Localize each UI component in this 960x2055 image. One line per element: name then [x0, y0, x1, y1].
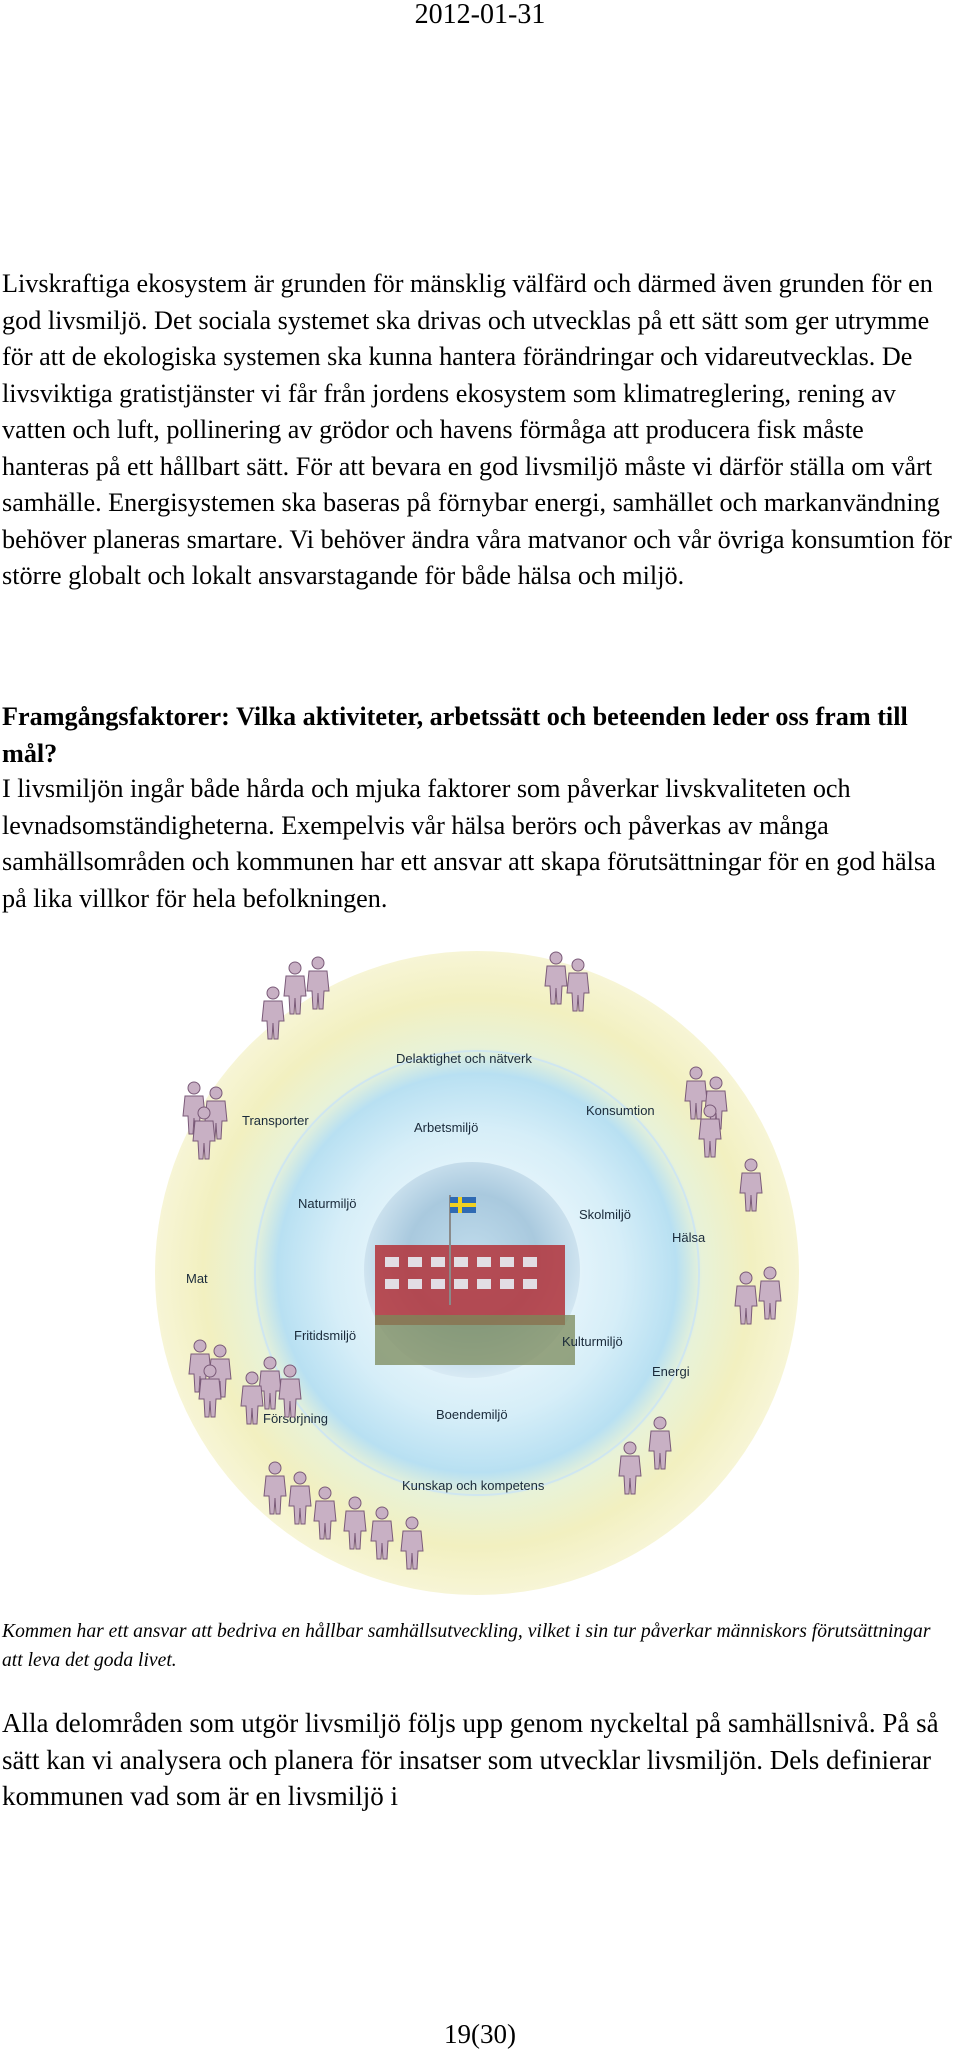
center-photo: [364, 1162, 580, 1378]
label-mat: Mat: [186, 1271, 208, 1286]
label-delaktighet: Delaktighet och nätverk: [396, 1051, 532, 1066]
label-boendemiljo: Boendemiljö: [436, 1407, 508, 1422]
body-paragraph-nyckeltal: Alla delområden som utgör livsmiljö följs upp genom nyckeltal på samhällsnivå. På så sätt kan vi analysera och planera för insatser som utvecklar livsmiljön. Dels definierar kommunen vad som är en livsmiljö i: [2, 1708, 939, 1811]
livsmiljo-diagram: [150, 945, 804, 1600]
label-skolmiljo: Skolmiljö: [579, 1207, 632, 1222]
page-number: 19(30): [444, 2019, 516, 2049]
label-kulturmiljo: Kulturmiljö: [562, 1334, 623, 1349]
section-heading: Framgångsfaktorer: Vilka aktiviteter, arbetssätt och beteenden leder oss fram till mål?: [2, 702, 908, 768]
label-kunskap: Kunskap och kompetens: [402, 1478, 545, 1493]
label-halsa: Hälsa: [672, 1230, 706, 1245]
body-paragraph-livsmiljo: I livsmiljön ingår både hårda och mjuka faktorer som påverkar livskvaliteten och levnadsomständigheterna. Exempelvis vår hälsa berörs och påverkas av många samhällsområden och kommunen har ett ansvar att skapa förutsättningar för en god hälsa på lika villkor för hela befolkningen.: [2, 774, 936, 913]
label-forsorjning: Försörjning: [263, 1411, 329, 1426]
label-naturmiljo: Naturmiljö: [298, 1196, 357, 1211]
body-paragraph-ekosystem: Livskraftiga ekosystem är grunden för mänsklig välfärd och därmed även grunden för en god livsmiljö. Det sociala systemet ska drivas och utvecklas på ett sätt som ger utrymme för att de ekologiska systemen ska kunna hantera förändringar och vidareutvecklas. De livsviktiga gratistjänster vi får från jordens ekosystem som klimatreglering, rening av vatten och luft, pollinering av grödor och havens förmåga att producera fisk måste hanteras på ett hållbart sätt. För att bevara en god livsmiljö måste vi därför ställa om vårt samhälle. Energisystemen ska baseras på förnybar energi, samhället och markanvändning behöver planeras smartare. Vi behöver ändra våra matvanor och vår övriga konsumtion för större globalt och lokalt ansvarstagande för både hälsa och miljö.: [2, 269, 952, 590]
label-transporter: Transporter: [242, 1113, 309, 1128]
label-energi: Energi: [652, 1364, 690, 1379]
label-konsumtion: Konsumtion: [586, 1103, 655, 1118]
figure-caption: Kommen har ett ansvar att bedriva en hållbar samhällsutveckling, vilket i sin tur påverkar människors förutsättningar att leva det goda livet.: [2, 1621, 931, 1671]
label-arbetsmiljo: Arbetsmiljö: [414, 1120, 479, 1135]
label-fritidsmiljo: Fritidsmiljö: [294, 1328, 357, 1343]
page-header-date: 2012-01-31: [414, 0, 546, 30]
